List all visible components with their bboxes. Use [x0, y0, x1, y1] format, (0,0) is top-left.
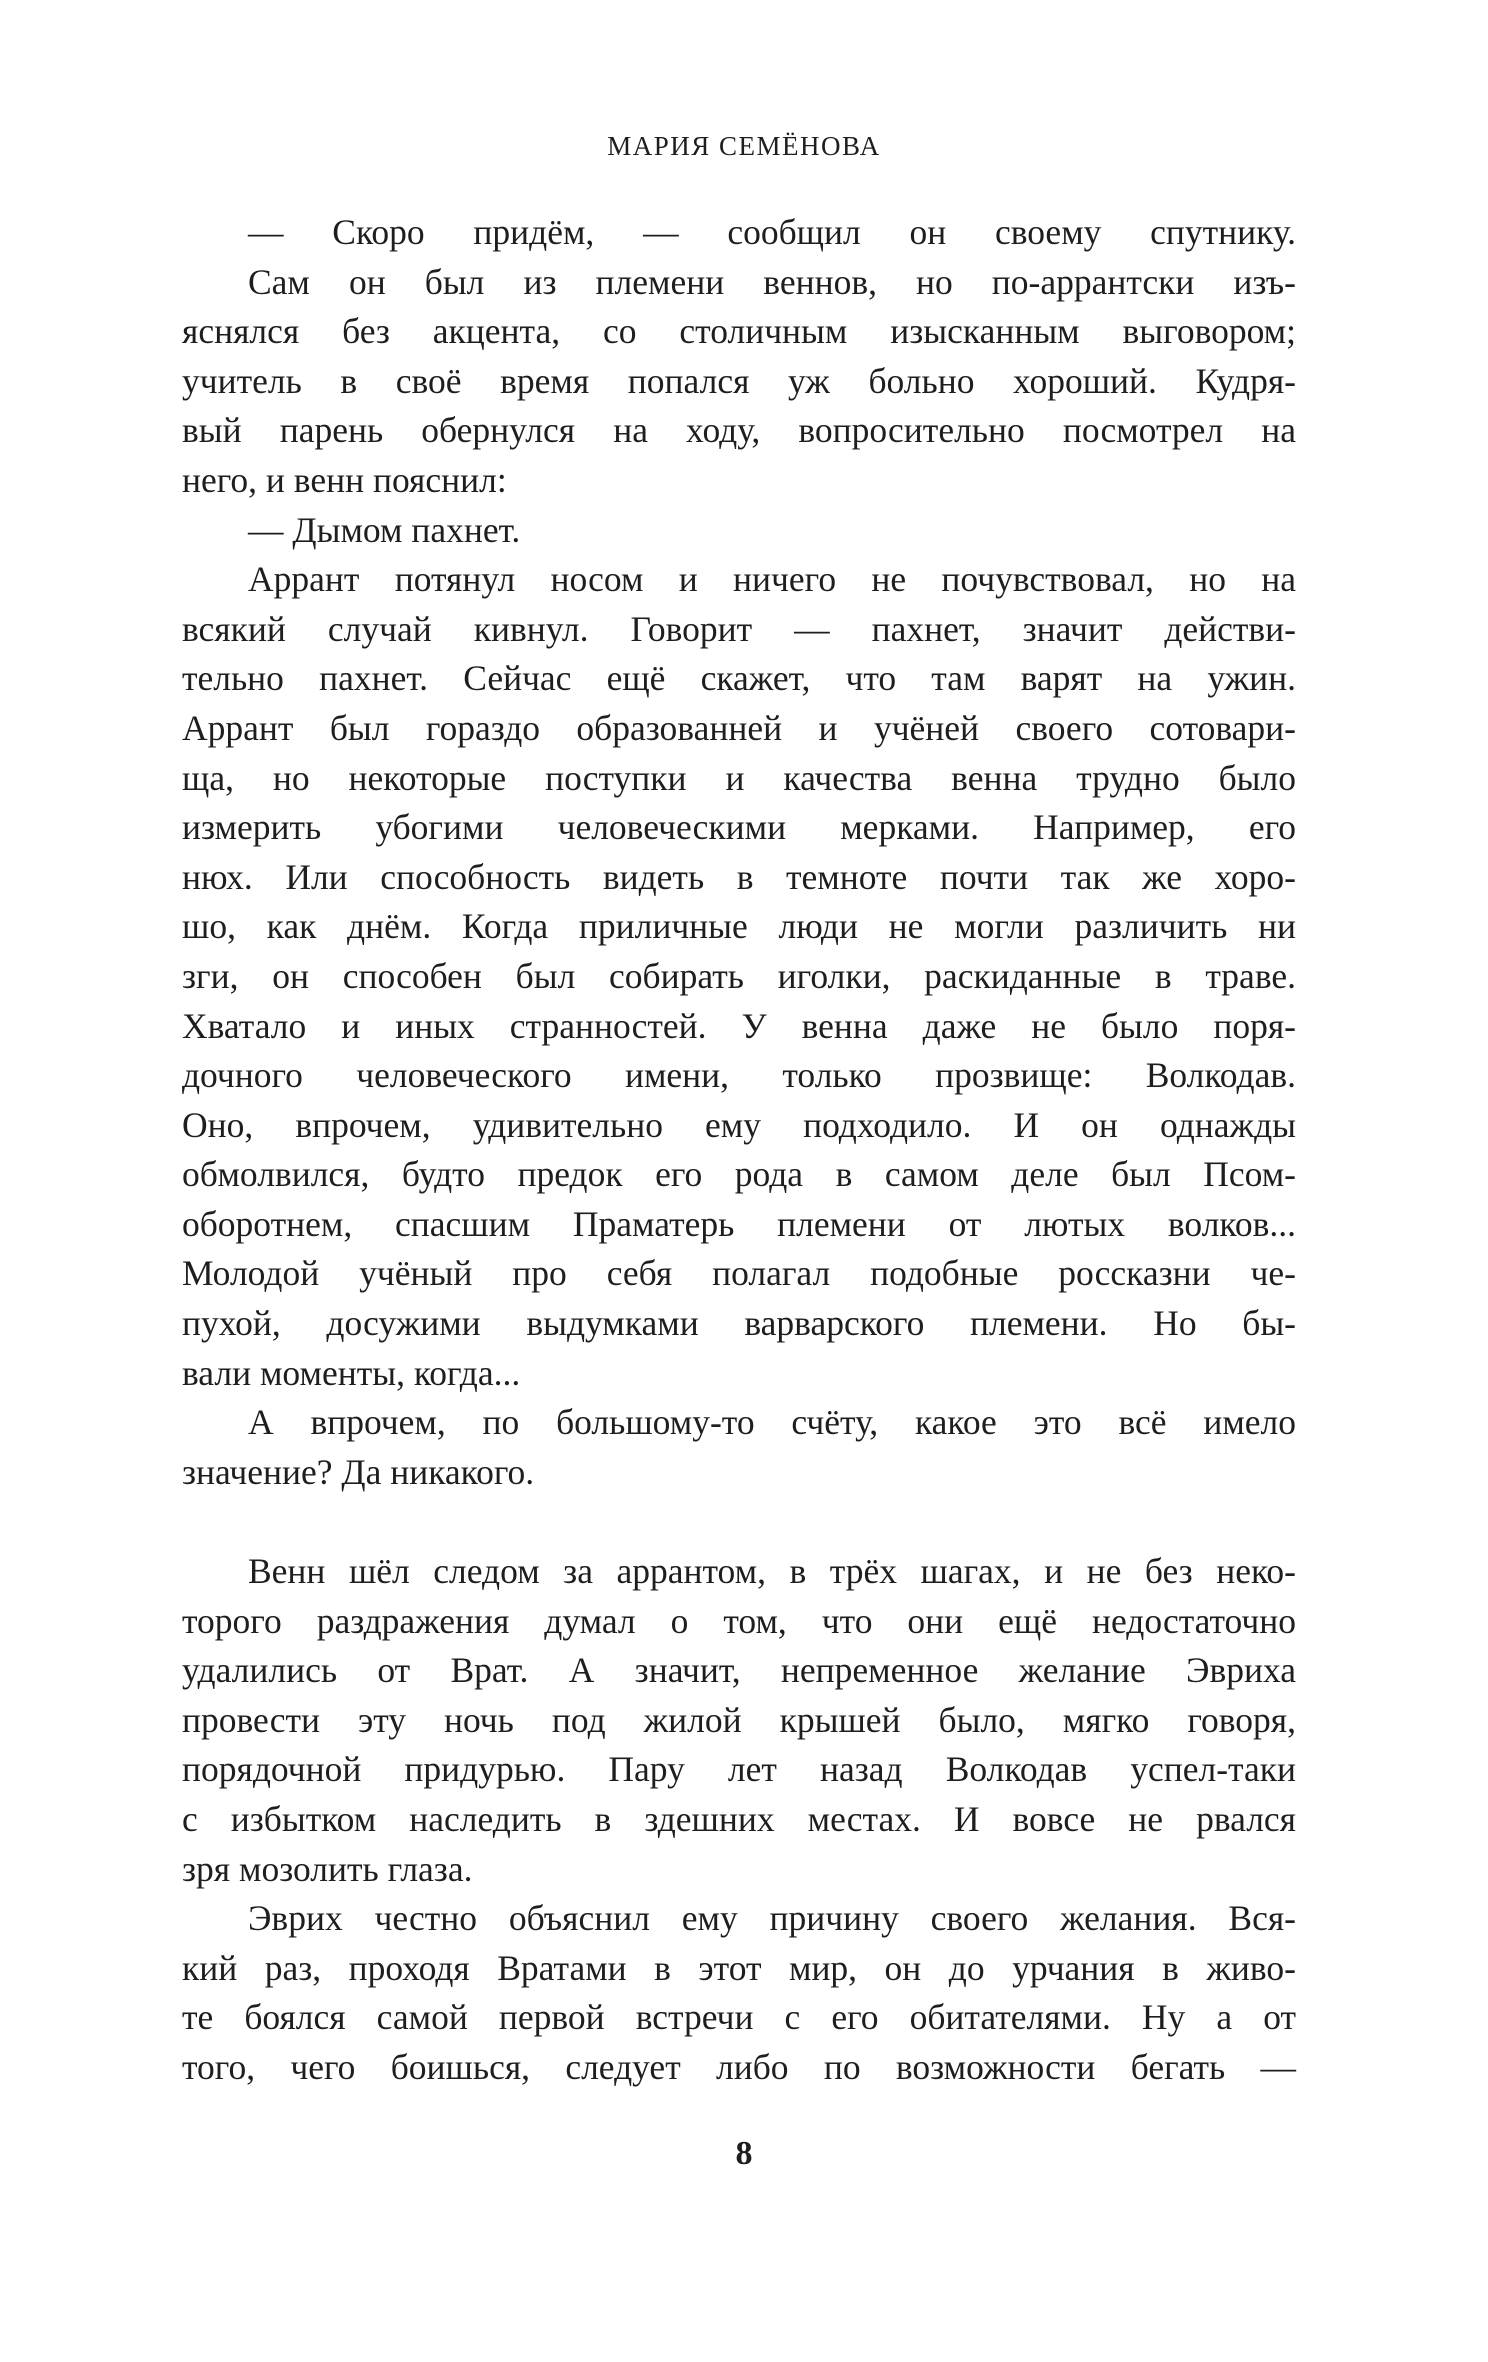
text-line: кий раз, проходя Вратами в этот мир, он до урчания в живо- [182, 1947, 1296, 1988]
text-line: Сам он был из племени веннов, но по-аррантски изъ- [248, 261, 1296, 302]
text-line: пухой, досужими выдумками варварского племени. Но бы- [182, 1303, 1296, 1344]
text-line: оборотнем, спасшим Праматерь племени от лютых волков... [182, 1203, 1296, 1244]
text-line: зги, он способен был собирать иголки, раскиданные в траве. [182, 955, 1296, 996]
text-line: — Дымом пахнет. [248, 509, 521, 550]
text-line: А впрочем, по большому-то счёту, какое это всё имело [248, 1402, 1296, 1443]
text-line: Оно, впрочем, удивительно ему подходило. И он однажды [182, 1104, 1296, 1145]
text-line: удалились от Врат. А значит, непременное желание Эвриха [182, 1650, 1296, 1691]
text-line: Хватало и иных странностей. У венна даже не было поря- [182, 1005, 1296, 1046]
text-line: Венн шёл следом за аррантом, в трёх шагах, и не без неко- [248, 1551, 1296, 1592]
body-text [182, 208, 1296, 2093]
text-line: него, и венн пояснил: [182, 459, 507, 500]
text-line: торого раздражения думал о том, что они ещё недостаточно [182, 1600, 1296, 1641]
text-line: дочного человеческого имени, только прозвище: Волкодав. [182, 1055, 1296, 1096]
section-break [182, 1497, 1296, 1547]
text-line: Эврих честно объяснил ему причину своего желания. Вся- [248, 1898, 1296, 1939]
text-line: нюх. Или способность видеть в темноте почти так же хоро- [182, 856, 1296, 897]
text-line: Аррант был гораздо образованней и учёней своего сотовари- [182, 707, 1296, 748]
text-line: учитель в своё время попался уж больно хороший. Кудря- [182, 360, 1296, 401]
text-line: измерить убогими человеческими мерками. Например, его [182, 807, 1296, 848]
text-line: — Скоро придём, — сообщил он своему спутнику. [248, 212, 1296, 252]
text-line: с избытком наследить в здешних местах. И вовсе не рвался [182, 1799, 1296, 1839]
text-line: Молодой учёный про себя полагал подобные россказни че- [182, 1253, 1296, 1294]
text-line: Аррант потянул носом и ничего не почувствовал, но на [248, 559, 1296, 600]
running-head: МАРИЯ СЕМЁНОВА [607, 131, 881, 161]
text-line: того, чего боишься, следует либо по возможности бегать — [182, 2046, 1296, 2087]
text-line: зря мозолить глаза. [182, 1848, 473, 1889]
text-line: ща, но некоторые поступки и качества венна трудно было [182, 757, 1296, 798]
text-line: яснялся без акцента, со столичным изысканным выговором; [182, 311, 1296, 352]
text-line: провести эту ночь под жилой крышей было, мягко говоря, [182, 1699, 1296, 1740]
text-line: порядочной придурью. Пару лет назад Волкодав успел-таки [182, 1749, 1296, 1790]
text-line: значение? Да никакого. [182, 1451, 535, 1492]
text-line: вый парень обернулся на ходу, вопросительно посмотрел на [182, 410, 1296, 451]
text-line: тельно пахнет. Сейчас ещё скажет, что там варят на ужин. [182, 658, 1296, 699]
text-line: те боялся самой первой встречи с его обитателями. Ну а от [182, 1997, 1296, 2038]
page-number: 8 [735, 2135, 753, 2172]
text-line: обмолвился, будто предок его рода в самом деле был Псом- [182, 1154, 1296, 1195]
text-line: всякий случай кивнул. Говорит — пахнет, значит действи- [182, 608, 1296, 649]
text-line: вали моменты, когда... [182, 1352, 521, 1393]
text-line: шо, как днём. Когда приличные люди не могли различить ни [182, 906, 1296, 947]
